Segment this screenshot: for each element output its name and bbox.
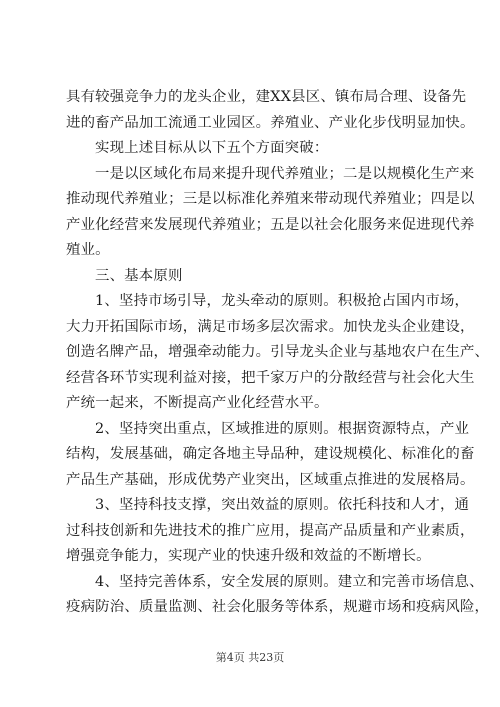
- text-line: 推动现代养殖业；三是以标准化养殖来带动现代养殖业；四是以: [66, 191, 475, 207]
- text-line: 进的畜产品加工流通工业园区。养殖业、产业化步伐明显加快。: [66, 114, 475, 131]
- text-lines: [66, 85, 490, 621]
- text-line: 一是以区域化布局来提升现代养殖业；二是以规模化生产来: [95, 165, 475, 182]
- text-line: 增强竞争能力，实现产业的快速升级和效益的不断增长。: [66, 548, 431, 564]
- text-line: 结构，发展基础，确定各地主导品种，建设规模化、标准化的畜: [66, 446, 475, 462]
- text-line: 三、基本原则: [95, 267, 183, 284]
- text-line: 过科技创新和先进技术的推广应用，提高产品质量和产业素质，: [66, 522, 475, 539]
- text-line: 创造名牌产品，增强牵动能力。引导龙头企业与基地农户在生产、: [66, 344, 490, 360]
- page-footer: 第4页 共23页: [215, 651, 285, 664]
- text-line: 经营各环节实现利益对接，把千家万户的分散经营与社会化大生: [66, 369, 475, 386]
- text-line: 疫病防治、质量监测、社会化服务等体系，规避市场和疫病风险，: [66, 599, 490, 615]
- text-line: 1、坚持市场引导，龙头牵动的原则。积极抢占国内市场，: [95, 293, 470, 309]
- text-line: 实现上述目标从以下五个方面突破：: [95, 140, 329, 156]
- text-line: 具有较强竞争力的龙头企业，建XX县区、镇布局合理、设备先: [66, 89, 467, 105]
- text-line: 产统一起来，不断提高产业化经营水平。: [66, 395, 329, 411]
- document-body: [66, 85, 490, 621]
- text-line: 产业化经营来发展现代养殖业；五是以社会化服务来促进现代养: [66, 216, 475, 233]
- text-line: 3、坚持科技支撑，突出效益的原则。依托科技和人才，通: [95, 497, 470, 513]
- text-line: 产品生产基础，形成优势产业突出，区域重点推进的发展格局。: [66, 471, 475, 488]
- text-line: 2、坚持突出重点，区域推进的原则。根据资源特点，产业: [95, 420, 470, 437]
- text-line: 大力开拓国际市场，满足市场多层次需求。加快龙头企业建设，: [66, 318, 475, 335]
- text-line: 4、坚持完善体系，安全发展的原则。建立和完善市场信息、: [95, 573, 484, 590]
- text-line: 殖业。: [66, 242, 110, 258]
